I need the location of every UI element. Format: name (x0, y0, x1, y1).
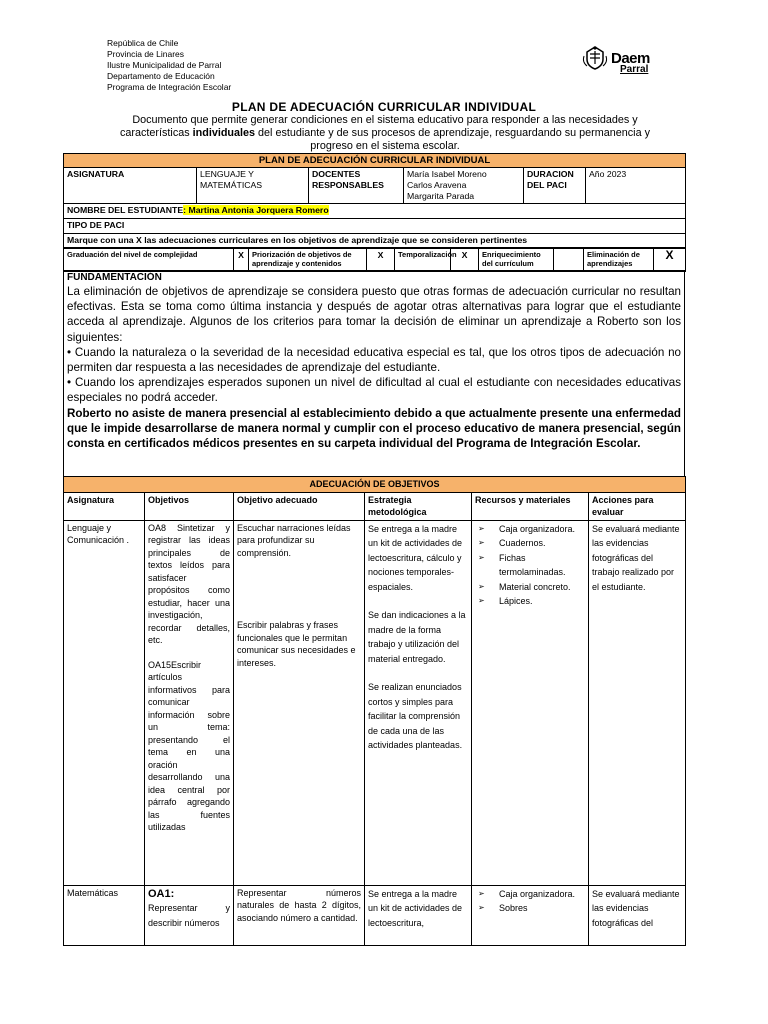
paci-info-table (63, 153, 686, 248)
option-label: Temporalización (395, 249, 451, 272)
nombre-value: : Martina Antonia Jorquera Romero (183, 205, 329, 215)
row-acciones: Se evaluará mediante las evidencias fotográficas del (589, 885, 686, 945)
objetivo-adecuado: Escribir palabras y frases funcionales que le permitan comunicar sus necesidades e intereses. (237, 620, 356, 668)
table-row (64, 520, 686, 885)
docentes-list (404, 168, 524, 204)
document-title: PLAN DE ADECUACIÓN CURRICULAR INDIVIDUAL (231, 100, 537, 114)
logo-daem-text: Daem (611, 50, 650, 67)
row-objetivos (145, 520, 234, 885)
objetivo: Representar y describir números (148, 903, 230, 928)
adecuacion-header: ADECUACIÓN DE OBJETIVOS (64, 477, 686, 493)
row-estrategia (365, 520, 472, 885)
objetivo: OA15Escribir artículos informativos para comunicar información sobre un tema: presentando el tema en una oración desarrollando una idea central por párrafo agregando las fuentes utilizadas (148, 659, 230, 832)
recurso-item: ➢ Caja organizadora. (475, 887, 585, 902)
table-row (64, 885, 686, 945)
fundamentacion-title: FUNDAMENTACIÓN (67, 272, 162, 283)
docente: María Isabel Moreno (407, 169, 487, 179)
docente: Margarita Parada (407, 191, 475, 201)
adecuacion-table (63, 476, 686, 946)
recurso-item: ➢ Lápices. (475, 594, 585, 609)
row-asignatura: Lenguaje y Comunicación . (64, 520, 145, 885)
objetivo: OA8 Sintetizar y registrar las ideas principales de textos leídos para satisfacer propósitos como estudiar, hacer una investigación, recordar detalles, etc. (148, 522, 230, 645)
recurso-item: ➢ Fichas termolaminadas. (475, 551, 585, 580)
fundamentacion-p1: La eliminación de objetivos de aprendizaje se considera puesto que otras formas de adecuación curricular no resultan efectivas. Esta se toma como última instancia y después de agotar otras alternativas para lograr que el estudiante acceda al aprendizaje. Algunos de los criterios para tomar la decisión de eliminar un aprendizaje a Roberto son los siguientes: (67, 285, 681, 344)
subtitle-part: del estudiante y de sus procesos de aprendizaje, resguardando su permanencia y progreso en el sistema escolar. (258, 127, 650, 152)
duracion-value: Año 2023 (586, 168, 686, 204)
option-mark[interactable]: X (451, 249, 479, 272)
option-label: Priorización de objetivos de aprendizaje y contenidos (249, 249, 367, 272)
row-recursos (472, 885, 589, 945)
subtitle-part: Documento que permite generar condiciones en el sistema educativo para responder a las necesidades y características (120, 114, 638, 139)
header-line: Ilustre Municipalidad de Parral (107, 60, 222, 70)
row-objetivo-adecuado (234, 520, 365, 885)
header-line: Departamento de Educación (107, 71, 215, 81)
row-recursos (472, 520, 589, 885)
column-header: Objetivos (145, 492, 234, 520)
fundamentacion-p2: • Cuando la naturaleza o la severidad de la necesidad educativa especial es tal, que los otros tipos de adecuación no permiten dar respuesta a las necesidades de aprendizaje del estudiante. (67, 345, 681, 375)
duracion-label: DURACION DEL PACI (524, 168, 586, 204)
fundamentacion-cell (64, 271, 685, 477)
option-label: Enriquecimiento del currículum (479, 249, 554, 272)
recurso-item: ➢ Material concreto. (475, 580, 585, 595)
document-subtitle (100, 114, 670, 153)
crest-icon (582, 44, 608, 70)
fundamentacion-table (63, 270, 685, 477)
option-mark[interactable]: X (367, 249, 395, 272)
option-mark[interactable]: X (234, 249, 249, 272)
fundamentacion-p3: • Cuando los aprendizajes esperados suponen un nivel de dificultad al cual el estudiante con necesidades educativas especiales no podrá acceder. (67, 376, 681, 405)
asignatura-label: ASIGNATURA (64, 168, 197, 204)
recurso-item: ➢ Cuadernos. (475, 536, 585, 551)
institution-header (107, 38, 231, 93)
subtitle-bold: individuales (192, 127, 256, 139)
column-header: Objetivo adecuado (234, 492, 365, 520)
objetivo-title: OA1: (148, 887, 175, 900)
header-line: Programa de Integración Escolar (107, 82, 232, 92)
options-table (63, 248, 686, 272)
column-header: Asignatura (64, 492, 145, 520)
nombre-label: NOMBRE DEL ESTUDIANTE (67, 205, 184, 215)
row-estrategia: Se entrega a la madre un kit de actividades de lectoescritura, (365, 885, 472, 945)
estrategia: Se entrega a la madre un kit de actividades de lectoescritura, cálculo y nociones temporales-espaciales. (368, 523, 463, 592)
header-line: Provincia de Linares (107, 49, 185, 59)
daem-parral-logo (578, 26, 664, 74)
column-header: Estrategia metodológica (365, 492, 472, 520)
estrategia: Se dan indicaciones a la madre de la forma trabajo y utilización del material entregado. (368, 610, 466, 664)
docentes-label: DOCENTES RESPONSABLES (309, 168, 404, 204)
column-header: Acciones para evaluar (589, 492, 686, 520)
estrategia: Se realizan enunciados cortos y simples para facilitar la comprensión de cada una de las actividades planteadas. (368, 682, 463, 750)
objetivo-adecuado: Escuchar narraciones leídas para profundizar su comprensión. (237, 522, 351, 558)
header-line: República de Chile (107, 38, 179, 48)
row-acciones: Se evaluará mediante las evidencias fotográficas del trabajo realizado por el estudiante. (589, 520, 686, 885)
option-mark[interactable]: X (654, 249, 686, 272)
row-objetivos (145, 885, 234, 945)
recurso-item: ➢ Caja organizadora. (475, 522, 585, 537)
recurso-item: ➢ Sobres (475, 901, 585, 916)
column-header: Recursos y materiales (472, 492, 589, 520)
option-label: Eliminación de aprendizajes (584, 249, 654, 272)
docente: Carlos Aravena (407, 180, 467, 190)
option-mark[interactable] (554, 249, 584, 272)
marque-instruction: Marque con una X las adecuaciones curriculares en los objetivos de aprendizaje que se consideren pertinentes (64, 234, 686, 248)
option-label: Graduación del nivel de complejidad (64, 249, 234, 272)
row-asignatura: Matemáticas (64, 885, 145, 945)
asignatura-value: LENGUAJE Y MATEMÁTICAS (197, 168, 309, 204)
logo-parral-text: Parral (620, 64, 649, 75)
nombre-row (64, 204, 686, 219)
tipo-paci-label: TIPO DE PACI (64, 219, 686, 234)
row-objetivo-adecuado: Representar números naturales de hasta 2 dígitos, asociando número a cantidad. (234, 885, 365, 945)
fundamentacion-p4: Roberto no asiste de manera presencial al establecimiento debido a que actualmente presente una enfermedad que le impide desarrollarse de manera normal y cumplir con el proceso educativo de manera presencial, según consta en certificados médicos presentes en su carpeta individual del Programa de Integración Escolar. (67, 406, 681, 451)
table-header: PLAN DE ADECUACIÓN CURRICULAR INDIVIDUAL (64, 154, 686, 168)
